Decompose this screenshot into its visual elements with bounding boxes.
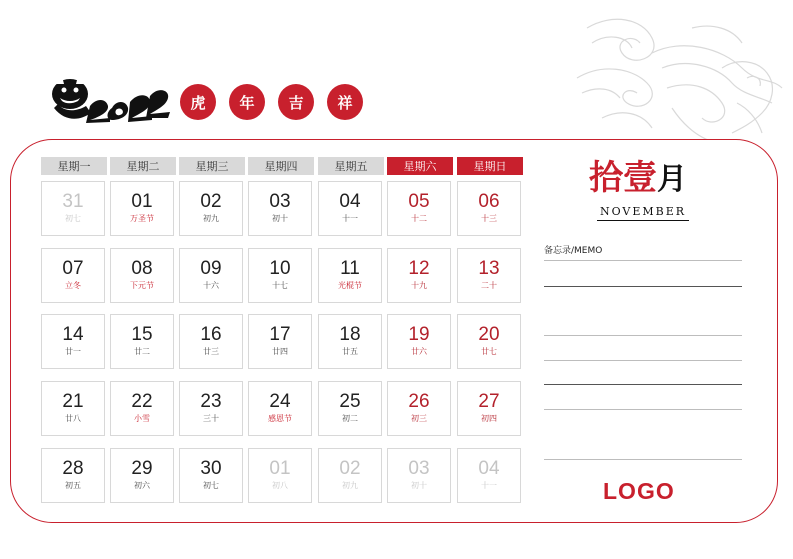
slogan-char: 年 bbox=[229, 84, 265, 120]
weekday-header: 星期三 bbox=[179, 157, 245, 175]
date-cell[interactable] bbox=[387, 314, 451, 369]
date-number: 09 bbox=[200, 258, 222, 279]
date-cell[interactable] bbox=[41, 314, 105, 369]
lunar-date: 光棍节 bbox=[338, 281, 362, 290]
date-cell[interactable] bbox=[387, 381, 451, 436]
date-number: 22 bbox=[131, 391, 153, 412]
date-number: 21 bbox=[62, 391, 84, 412]
date-cell[interactable] bbox=[457, 248, 521, 303]
lunar-date: 初五 bbox=[65, 481, 81, 490]
date-number: 03 bbox=[408, 458, 430, 479]
lunar-date: 十三 bbox=[481, 214, 497, 223]
date-cell[interactable] bbox=[179, 381, 243, 436]
lunar-date: 初四 bbox=[481, 414, 497, 423]
date-cell[interactable] bbox=[318, 381, 382, 436]
slogan-char: 吉 bbox=[278, 84, 314, 120]
date-number: 29 bbox=[131, 458, 153, 479]
date-cell[interactable] bbox=[41, 248, 105, 303]
date-cell[interactable] bbox=[318, 314, 382, 369]
date-cell[interactable] bbox=[179, 181, 243, 236]
slogan-char: 祥 bbox=[327, 84, 363, 120]
month-suffix-cn: 月 bbox=[657, 162, 687, 197]
date-number: 17 bbox=[269, 324, 291, 345]
lunar-date: 初二 bbox=[342, 414, 358, 423]
date-number: 20 bbox=[478, 324, 500, 345]
lunar-date: 廿六 bbox=[411, 347, 427, 356]
date-number: 24 bbox=[269, 391, 291, 412]
date-cell[interactable] bbox=[41, 181, 105, 236]
date-cell[interactable] bbox=[248, 381, 312, 436]
month-number-cn: 拾壹 bbox=[589, 158, 657, 198]
date-number: 05 bbox=[408, 191, 430, 212]
memo-line bbox=[544, 459, 742, 460]
month-title-en: NOVEMBER bbox=[597, 205, 689, 221]
lunar-date: 二十 bbox=[481, 281, 497, 290]
date-number: 19 bbox=[408, 324, 430, 345]
weekday-header: 星期四 bbox=[248, 157, 314, 175]
date-number: 13 bbox=[478, 258, 500, 279]
date-cell[interactable] bbox=[41, 381, 105, 436]
date-number: 04 bbox=[478, 458, 500, 479]
date-cell[interactable] bbox=[110, 314, 174, 369]
date-number: 23 bbox=[200, 391, 222, 412]
date-cell[interactable] bbox=[387, 181, 451, 236]
lunar-date: 初八 bbox=[272, 481, 288, 490]
weekday-header: 星期六 bbox=[387, 157, 453, 175]
date-number: 01 bbox=[131, 191, 153, 212]
lunar-date: 下元节 bbox=[130, 281, 154, 290]
brand-logo: LOGO bbox=[603, 478, 675, 504]
lunar-date: 初七 bbox=[203, 481, 219, 490]
slogan-char: 虎 bbox=[180, 84, 216, 120]
lunar-date: 廿三 bbox=[203, 347, 219, 356]
lunar-date: 廿二 bbox=[134, 347, 150, 356]
date-cell[interactable] bbox=[248, 448, 312, 503]
date-number: 08 bbox=[131, 258, 153, 279]
lunar-date: 十一 bbox=[481, 481, 497, 490]
memo-line bbox=[544, 260, 742, 261]
date-number: 04 bbox=[339, 191, 361, 212]
date-number: 25 bbox=[339, 391, 361, 412]
date-cell[interactable] bbox=[457, 181, 521, 236]
date-number: 27 bbox=[478, 391, 500, 412]
date-number: 12 bbox=[408, 258, 430, 279]
lunar-date: 十一 bbox=[342, 214, 358, 223]
lunar-date: 小雪 bbox=[134, 414, 150, 423]
lunar-date: 万圣节 bbox=[130, 214, 154, 223]
date-number: 02 bbox=[200, 191, 222, 212]
lunar-date: 廿八 bbox=[65, 414, 81, 423]
date-cell[interactable] bbox=[457, 314, 521, 369]
lunar-date: 初七 bbox=[65, 214, 81, 223]
weekday-header: 星期一 bbox=[41, 157, 107, 175]
date-cell[interactable] bbox=[248, 181, 312, 236]
date-cell[interactable] bbox=[110, 181, 174, 236]
memo-line bbox=[544, 335, 742, 336]
lunar-date: 感恩节 bbox=[268, 414, 292, 423]
memo-line bbox=[544, 409, 742, 410]
lunar-date: 廿四 bbox=[272, 347, 288, 356]
lunar-date: 初三 bbox=[411, 414, 427, 423]
lunar-date: 廿五 bbox=[342, 347, 358, 356]
lunar-date: 十七 bbox=[272, 281, 288, 290]
date-number: 07 bbox=[62, 258, 84, 279]
lunar-date: 立冬 bbox=[65, 281, 81, 290]
date-number: 10 bbox=[269, 258, 291, 279]
lunar-date: 初九 bbox=[342, 481, 358, 490]
date-number: 14 bbox=[62, 324, 84, 345]
date-cell[interactable] bbox=[318, 248, 382, 303]
memo-line bbox=[544, 384, 742, 385]
date-number: 02 bbox=[339, 458, 361, 479]
date-cell[interactable] bbox=[110, 381, 174, 436]
lunar-date: 初六 bbox=[134, 481, 150, 490]
date-cell[interactable] bbox=[318, 181, 382, 236]
memo-line bbox=[544, 286, 742, 287]
date-cell[interactable] bbox=[179, 448, 243, 503]
tiger-2022-logo-icon bbox=[46, 68, 170, 128]
weekday-header: 星期二 bbox=[110, 157, 176, 175]
lunar-date: 十六 bbox=[203, 281, 219, 290]
weekday-header: 星期五 bbox=[318, 157, 384, 175]
date-cell[interactable] bbox=[110, 248, 174, 303]
date-cell[interactable] bbox=[110, 448, 174, 503]
slogan bbox=[180, 84, 363, 120]
memo-label: 备忘录/MEMO bbox=[544, 246, 603, 256]
date-number: 15 bbox=[131, 324, 153, 345]
lunar-date: 十二 bbox=[411, 214, 427, 223]
lunar-date: 初九 bbox=[203, 214, 219, 223]
lunar-date: 三十 bbox=[203, 414, 219, 423]
lunar-date: 十九 bbox=[411, 281, 427, 290]
date-cell[interactable] bbox=[457, 448, 521, 503]
lunar-date: 初十 bbox=[272, 214, 288, 223]
date-number: 11 bbox=[340, 258, 360, 279]
date-number: 18 bbox=[339, 324, 361, 345]
date-number: 31 bbox=[62, 191, 84, 212]
date-number: 16 bbox=[200, 324, 222, 345]
lunar-date: 廿七 bbox=[481, 347, 497, 356]
memo-line bbox=[544, 360, 742, 361]
date-cell[interactable] bbox=[318, 448, 382, 503]
date-number: 03 bbox=[269, 191, 291, 212]
date-cell[interactable] bbox=[179, 248, 243, 303]
tiger-line-art-icon bbox=[572, 8, 792, 158]
date-number: 06 bbox=[478, 191, 500, 212]
lunar-date: 初十 bbox=[411, 481, 427, 490]
date-number: 26 bbox=[408, 391, 430, 412]
date-cell[interactable] bbox=[248, 314, 312, 369]
lunar-date: 廿一 bbox=[65, 347, 81, 356]
date-cell[interactable] bbox=[387, 448, 451, 503]
date-cell[interactable] bbox=[387, 248, 451, 303]
weekday-header: 星期日 bbox=[457, 157, 523, 175]
date-cell[interactable] bbox=[41, 448, 105, 503]
date-cell[interactable] bbox=[248, 248, 312, 303]
date-cell[interactable] bbox=[457, 381, 521, 436]
date-number: 01 bbox=[269, 458, 291, 479]
date-number: 28 bbox=[62, 458, 84, 479]
date-number: 30 bbox=[200, 458, 222, 479]
month-title-cn bbox=[589, 150, 687, 199]
date-cell[interactable] bbox=[179, 314, 243, 369]
